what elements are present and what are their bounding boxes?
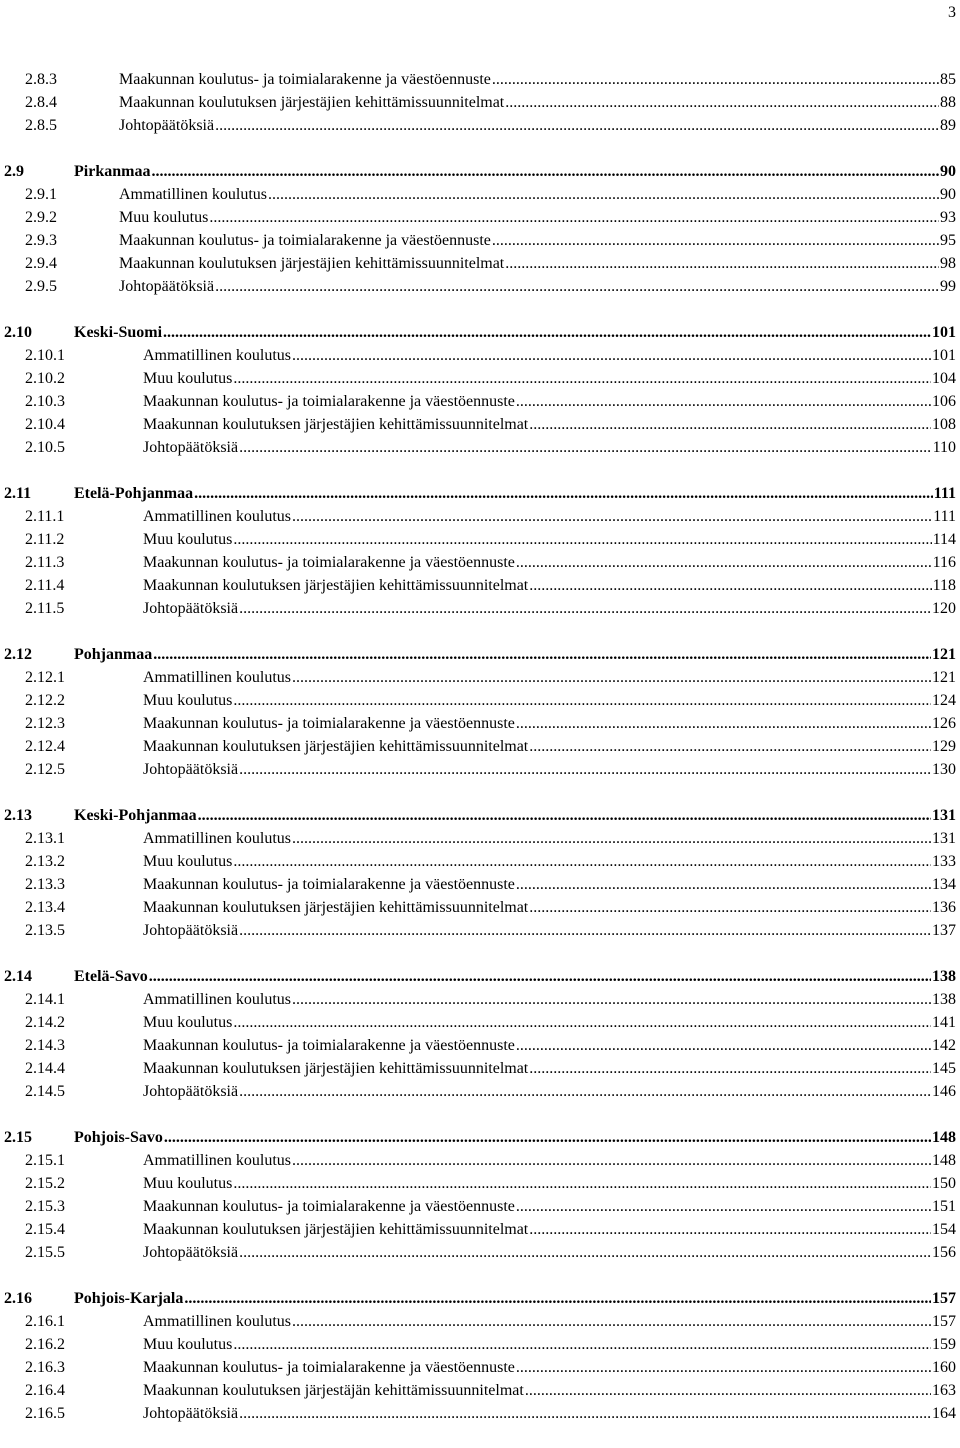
toc-leader-dots <box>239 1080 931 1103</box>
toc-number: 2.16.2 <box>25 1336 65 1353</box>
toc-title: Maakunnan koulutuksen järjestäjien kehittämissuunnitelmat <box>143 899 529 916</box>
toc-page-number: 104 <box>932 370 956 387</box>
toc-number: 2.9.2 <box>25 209 57 226</box>
toc-leader-dots <box>233 1172 931 1195</box>
toc-title: Maakunnan koulutus- ja toimialarakenne ja väestöennuste <box>143 554 515 571</box>
toc-entry-row[interactable] <box>4 183 956 206</box>
toc-title: Pirkanmaa <box>74 163 151 180</box>
toc-number: 2.9.3 <box>25 232 57 249</box>
toc-number: 2.9 <box>4 163 24 180</box>
toc-page-number: 142 <box>932 1037 956 1054</box>
toc-leader-dots <box>194 482 933 505</box>
toc-title: Maakunnan koulutuksen järjestäjien kehittämissuunnitelmat <box>143 1221 529 1238</box>
toc-title: Johtopäätöksiä <box>143 600 239 617</box>
toc-title: Muu koulutus <box>143 853 233 870</box>
toc-leader-dots <box>268 183 939 206</box>
toc-leader-dots <box>516 390 931 413</box>
toc-page-number: 116 <box>932 554 956 571</box>
toc-leader-dots <box>233 1333 931 1356</box>
toc-number: 2.12.1 <box>25 669 65 686</box>
toc-section <box>4 804 956 942</box>
toc-page-number: 134 <box>932 876 956 893</box>
toc-title: Muu koulutus <box>143 1014 233 1031</box>
toc-number: 2.12 <box>4 646 32 663</box>
toc-page-number: 150 <box>932 1175 956 1192</box>
toc-entry-row[interactable] <box>4 91 956 114</box>
toc-leader-dots <box>233 689 931 712</box>
toc-entry-row[interactable] <box>4 252 956 275</box>
toc-number: 2.14.5 <box>25 1083 65 1100</box>
toc-title: Keski-Pohjanmaa <box>74 807 197 824</box>
toc-page-number: 101 <box>932 347 956 364</box>
toc-title: Maakunnan koulutuksen järjestäjien kehittämissuunnitelmat <box>143 416 529 433</box>
toc-heading-row[interactable] <box>4 321 956 344</box>
toc-page-number: 90 <box>940 186 956 203</box>
toc-leader-dots <box>233 367 931 390</box>
toc-number: 2.10.3 <box>25 393 65 410</box>
toc-page-number: 98 <box>940 255 956 272</box>
toc-entry-row[interactable] <box>4 1011 956 1034</box>
toc-section <box>4 68 956 137</box>
toc-leader-dots <box>516 551 932 574</box>
toc-entry-row[interactable] <box>4 114 956 137</box>
toc-page-number: 160 <box>932 1359 956 1376</box>
toc-number: 2.13.5 <box>25 922 65 939</box>
toc-leader-dots <box>233 850 931 873</box>
toc-entry-row[interactable] <box>4 551 956 574</box>
toc-title: Johtopäätöksiä <box>143 761 239 778</box>
toc-heading-row[interactable] <box>4 160 956 183</box>
toc-leader-dots <box>516 712 931 735</box>
toc-leader-dots <box>529 574 931 597</box>
toc-entry-row[interactable] <box>4 1172 956 1195</box>
toc-leader-dots <box>529 896 931 919</box>
page-number: 3 <box>948 4 956 21</box>
toc-page-number: 126 <box>932 715 956 732</box>
toc-number: 2.15.4 <box>25 1221 65 1238</box>
toc-entry-row[interactable] <box>4 988 956 1011</box>
toc-leader-dots <box>492 229 939 252</box>
toc-number: 2.16.5 <box>25 1405 65 1422</box>
toc-title: Ammatillinen koulutus <box>143 1152 291 1169</box>
toc-title: Ammatillinen koulutus <box>119 186 267 203</box>
toc-entry-row[interactable] <box>4 528 956 551</box>
toc-number: 2.11 <box>4 485 32 502</box>
toc-entry-row[interactable] <box>4 689 956 712</box>
toc-entry-row[interactable] <box>4 413 956 436</box>
toc-page-number: 138 <box>932 991 956 1008</box>
toc-title: Johtopäätöksiä <box>143 922 239 939</box>
toc-page-number: 146 <box>932 1083 956 1100</box>
toc-leader-dots <box>292 666 931 689</box>
toc-entry-row[interactable] <box>4 505 956 528</box>
toc-number: 2.13 <box>4 807 32 824</box>
toc-page-number: 159 <box>932 1336 956 1353</box>
toc-entry-row[interactable] <box>4 68 956 91</box>
toc-title: Maakunnan koulutuksen järjestäjien kehittämissuunnitelmat <box>143 577 529 594</box>
toc-title: Maakunnan koulutus- ja toimialarakenne ja väestöennuste <box>143 393 515 410</box>
toc-title: Maakunnan koulutuksen järjestäjien kehittämissuunnitelmat <box>143 738 529 755</box>
toc-title: Johtopäätöksiä <box>143 439 239 456</box>
toc-number: 2.8.5 <box>25 117 57 134</box>
toc-section <box>4 643 956 781</box>
toc-title: Maakunnan koulutuksen järjestäjien kehittämissuunnitelmat <box>143 1060 529 1077</box>
toc-page-number: 137 <box>932 922 956 939</box>
toc-title: Etelä-Savo <box>74 968 148 985</box>
toc-entry-row[interactable] <box>4 1195 956 1218</box>
toc-page-number: 121 <box>932 646 956 663</box>
toc-leader-dots <box>239 1241 931 1264</box>
toc-entry-row[interactable] <box>4 827 956 850</box>
toc-title: Muu koulutus <box>143 1336 233 1353</box>
toc-page-number: 108 <box>932 416 956 433</box>
toc-leader-dots <box>198 804 931 827</box>
toc-leader-dots <box>516 1034 931 1057</box>
toc-number: 2.12.2 <box>25 692 65 709</box>
toc-leader-dots <box>292 988 931 1011</box>
toc-leader-dots <box>163 321 931 344</box>
toc-title: Maakunnan koulutuksen järjestäjien kehittämissuunnitelmat <box>119 94 505 111</box>
toc-heading-row[interactable] <box>4 643 956 666</box>
toc-page-number: 157 <box>932 1290 956 1307</box>
toc-page-number: 101 <box>932 324 956 341</box>
toc-entry-row[interactable] <box>4 597 956 620</box>
toc-entry-row[interactable] <box>4 666 956 689</box>
toc-heading-row[interactable] <box>4 1287 956 1310</box>
toc-page-number: 154 <box>932 1221 956 1238</box>
toc-section <box>4 1287 956 1425</box>
toc-number: 2.9.4 <box>25 255 57 272</box>
toc-title: Keski-Suomi <box>74 324 163 341</box>
toc-number: 2.11.1 <box>25 508 65 525</box>
toc-title: Maakunnan koulutus- ja toimialarakenne ja väestöennuste <box>143 1359 515 1376</box>
toc-page-number: 151 <box>932 1198 956 1215</box>
toc-number: 2.15.1 <box>25 1152 65 1169</box>
toc-leader-dots <box>215 114 939 137</box>
toc-entry-row[interactable] <box>4 1402 956 1425</box>
toc-leader-dots <box>239 597 931 620</box>
toc-number: 2.15.2 <box>25 1175 65 1192</box>
toc-title: Pohjois-Karjala <box>74 1290 184 1307</box>
toc-page-number: 121 <box>932 669 956 686</box>
toc-entry-row[interactable] <box>4 735 956 758</box>
toc-title: Johtopäätöksiä <box>143 1083 239 1100</box>
toc-title: Pohjois-Savo <box>74 1129 163 1146</box>
toc-leader-dots <box>239 436 932 459</box>
toc-title: Johtopäätöksiä <box>119 278 215 295</box>
toc-leader-dots <box>239 919 931 942</box>
toc-entry-row[interactable] <box>4 1333 956 1356</box>
toc-number: 2.12.3 <box>25 715 65 732</box>
toc-number: 2.14.3 <box>25 1037 65 1054</box>
toc-number: 2.16.4 <box>25 1382 65 1399</box>
toc-number: 2.11.3 <box>25 554 65 571</box>
toc-leader-dots <box>149 965 931 988</box>
toc-number: 2.16.1 <box>25 1313 65 1330</box>
toc-section <box>4 1126 956 1264</box>
toc-entry-row[interactable] <box>4 1057 956 1080</box>
toc-number: 2.10 <box>4 324 32 341</box>
toc-number: 2.11.5 <box>25 600 65 617</box>
toc-entry-row[interactable] <box>4 758 956 781</box>
toc-page-number: 88 <box>940 94 956 111</box>
toc-entry-row[interactable] <box>4 873 956 896</box>
toc-title: Johtopäätöksiä <box>143 1405 239 1422</box>
toc-number: 2.13.3 <box>25 876 65 893</box>
toc-number: 2.13.2 <box>25 853 65 870</box>
toc-page-number: 111 <box>933 485 956 502</box>
toc-number: 2.14.2 <box>25 1014 65 1031</box>
toc-entry-row[interactable] <box>4 574 956 597</box>
toc-page-number: 89 <box>940 117 956 134</box>
toc-leader-dots <box>516 1195 931 1218</box>
toc-number: 2.10.2 <box>25 370 65 387</box>
toc-title: Ammatillinen koulutus <box>143 830 291 847</box>
toc-entry-row[interactable] <box>4 850 956 873</box>
toc-number: 2.14.1 <box>25 991 65 1008</box>
toc-entry-row[interactable] <box>4 1149 956 1172</box>
toc-page-number: 118 <box>932 577 956 594</box>
toc-number: 2.10.1 <box>25 347 65 364</box>
toc-page-number: 99 <box>940 278 956 295</box>
toc-leader-dots <box>529 413 931 436</box>
toc-leader-dots <box>525 1379 931 1402</box>
toc-page-number: 131 <box>932 830 956 847</box>
toc-title: Etelä-Pohjanmaa <box>74 485 194 502</box>
toc-title: Ammatillinen koulutus <box>143 508 291 525</box>
toc-title: Maakunnan koulutuksen järjestäjän kehittämissuunnitelmat <box>143 1382 524 1399</box>
toc-leader-dots <box>239 758 931 781</box>
toc-title: Maakunnan koulutus- ja toimialarakenne ja väestöennuste <box>119 71 491 88</box>
toc-leader-dots <box>292 344 931 367</box>
toc-title: Muu koulutus <box>119 209 209 226</box>
toc-page-number: 93 <box>940 209 956 226</box>
toc-number: 2.14 <box>4 968 32 985</box>
toc-title: Ammatillinen koulutus <box>143 669 291 686</box>
toc-title: Maakunnan koulutus- ja toimialarakenne ja väestöennuste <box>143 1198 515 1215</box>
toc-entry-row[interactable] <box>4 712 956 735</box>
toc-number: 2.9.5 <box>25 278 57 295</box>
toc-title: Muu koulutus <box>143 370 233 387</box>
toc-number: 2.13.4 <box>25 899 65 916</box>
toc-page-number: 138 <box>932 968 956 985</box>
toc-leader-dots <box>215 275 939 298</box>
toc-entry-row[interactable] <box>4 229 956 252</box>
toc-number: 2.16.3 <box>25 1359 65 1376</box>
toc-title: Maakunnan koulutus- ja toimialarakenne ja väestöennuste <box>143 1037 515 1054</box>
toc-leader-dots <box>164 1126 931 1149</box>
toc-entry-row[interactable] <box>4 1218 956 1241</box>
toc-heading-row[interactable] <box>4 804 956 827</box>
toc-leader-dots <box>184 1287 931 1310</box>
toc-entry-row[interactable] <box>4 275 956 298</box>
toc-page-number: 124 <box>932 692 956 709</box>
toc-leader-dots <box>505 91 939 114</box>
toc-entry-row[interactable] <box>4 1379 956 1402</box>
toc-title: Ammatillinen koulutus <box>143 1313 291 1330</box>
toc-page-number: 133 <box>932 853 956 870</box>
toc-leader-dots <box>292 1149 931 1172</box>
toc-section <box>4 321 956 459</box>
toc-heading-row[interactable] <box>4 482 956 505</box>
toc-page-number: 163 <box>932 1382 956 1399</box>
toc-leader-dots <box>529 1057 931 1080</box>
toc-entry-row[interactable] <box>4 896 956 919</box>
toc-title: Maakunnan koulutus- ja toimialarakenne ja väestöennuste <box>119 232 491 249</box>
toc-leader-dots <box>516 1356 931 1379</box>
toc-number: 2.9.1 <box>25 186 57 203</box>
toc-title: Johtopäätöksiä <box>119 117 215 134</box>
toc-number: 2.12.4 <box>25 738 65 755</box>
toc-leader-dots <box>492 68 939 91</box>
toc-entry-row[interactable] <box>4 919 956 942</box>
toc-number: 2.15 <box>4 1129 32 1146</box>
toc-number: 2.13.1 <box>25 830 65 847</box>
toc-leader-dots <box>209 206 939 229</box>
toc-section <box>4 482 956 620</box>
toc-number: 2.8.4 <box>25 94 57 111</box>
toc-title: Ammatillinen koulutus <box>143 347 291 364</box>
toc-title: Muu koulutus <box>143 692 233 709</box>
toc-page-number: 164 <box>932 1405 956 1422</box>
toc-entry-row[interactable] <box>4 1080 956 1103</box>
toc-page-number: 156 <box>932 1244 956 1261</box>
toc-entry-row[interactable] <box>4 1241 956 1264</box>
toc-entry-row[interactable] <box>4 1310 956 1333</box>
toc-entry-row[interactable] <box>4 206 956 229</box>
toc-title: Johtopäätöksiä <box>143 1244 239 1261</box>
toc-page-number: 85 <box>940 71 956 88</box>
toc-page-number: 111 <box>933 508 956 525</box>
toc-page-number: 95 <box>940 232 956 249</box>
toc-entry-row[interactable] <box>4 1356 956 1379</box>
toc-leader-dots <box>233 1011 931 1034</box>
toc-leader-dots <box>292 1310 931 1333</box>
toc-title: Muu koulutus <box>143 1175 233 1192</box>
toc-heading-row[interactable] <box>4 965 956 988</box>
toc-section <box>4 160 956 298</box>
toc-number: 2.10.4 <box>25 416 65 433</box>
toc-page-number: 145 <box>932 1060 956 1077</box>
toc-number: 2.15.5 <box>25 1244 65 1261</box>
toc-leader-dots <box>505 252 939 275</box>
toc-title: Maakunnan koulutus- ja toimialarakenne ja väestöennuste <box>143 876 515 893</box>
toc-leader-dots <box>529 735 931 758</box>
toc-page-number: 148 <box>932 1152 956 1169</box>
toc-entry-row[interactable] <box>4 1034 956 1057</box>
toc-leader-dots <box>516 873 931 896</box>
toc-number: 2.15.3 <box>25 1198 65 1215</box>
toc-number: 2.14.4 <box>25 1060 65 1077</box>
toc-page-number: 129 <box>932 738 956 755</box>
toc-page-number: 157 <box>932 1313 956 1330</box>
toc-page-number: 90 <box>940 163 956 180</box>
toc-page-number: 110 <box>932 439 956 456</box>
toc-heading-row[interactable] <box>4 1126 956 1149</box>
toc-title: Maakunnan koulutuksen järjestäjien kehittämissuunnitelmat <box>119 255 505 272</box>
toc-leader-dots <box>529 1218 931 1241</box>
toc-number: 2.16 <box>4 1290 32 1307</box>
toc-number: 2.10.5 <box>25 439 65 456</box>
toc-entry-row[interactable] <box>4 436 956 459</box>
toc-page-number: 106 <box>932 393 956 410</box>
toc-title: Ammatillinen koulutus <box>143 991 291 1008</box>
toc-number: 2.11.4 <box>25 577 65 594</box>
toc-section <box>4 965 956 1103</box>
toc-entry-row[interactable] <box>4 390 956 413</box>
toc-title: Pohjanmaa <box>74 646 153 663</box>
toc-title: Muu koulutus <box>143 531 233 548</box>
toc-leader-dots <box>151 160 939 183</box>
toc-leader-dots <box>292 505 932 528</box>
toc-leader-dots <box>233 528 931 551</box>
toc-page-number: 148 <box>932 1129 956 1146</box>
toc-page-number: 114 <box>932 531 956 548</box>
toc-title: Maakunnan koulutus- ja toimialarakenne ja väestöennuste <box>143 715 515 732</box>
toc-entry-row[interactable] <box>4 367 956 390</box>
toc-number: 2.8.3 <box>25 71 57 88</box>
toc-page-number: 141 <box>932 1014 956 1031</box>
toc-page-number: 120 <box>932 600 956 617</box>
toc-leader-dots <box>292 827 931 850</box>
toc-number: 2.11.2 <box>25 531 65 548</box>
toc-leader-dots <box>239 1402 931 1425</box>
toc-page-number: 130 <box>932 761 956 778</box>
toc-leader-dots <box>153 643 931 666</box>
toc-page-number: 136 <box>932 899 956 916</box>
toc-number: 2.12.5 <box>25 761 65 778</box>
table-of-contents <box>4 68 956 1448</box>
toc-page-number: 131 <box>932 807 956 824</box>
toc-entry-row[interactable] <box>4 344 956 367</box>
